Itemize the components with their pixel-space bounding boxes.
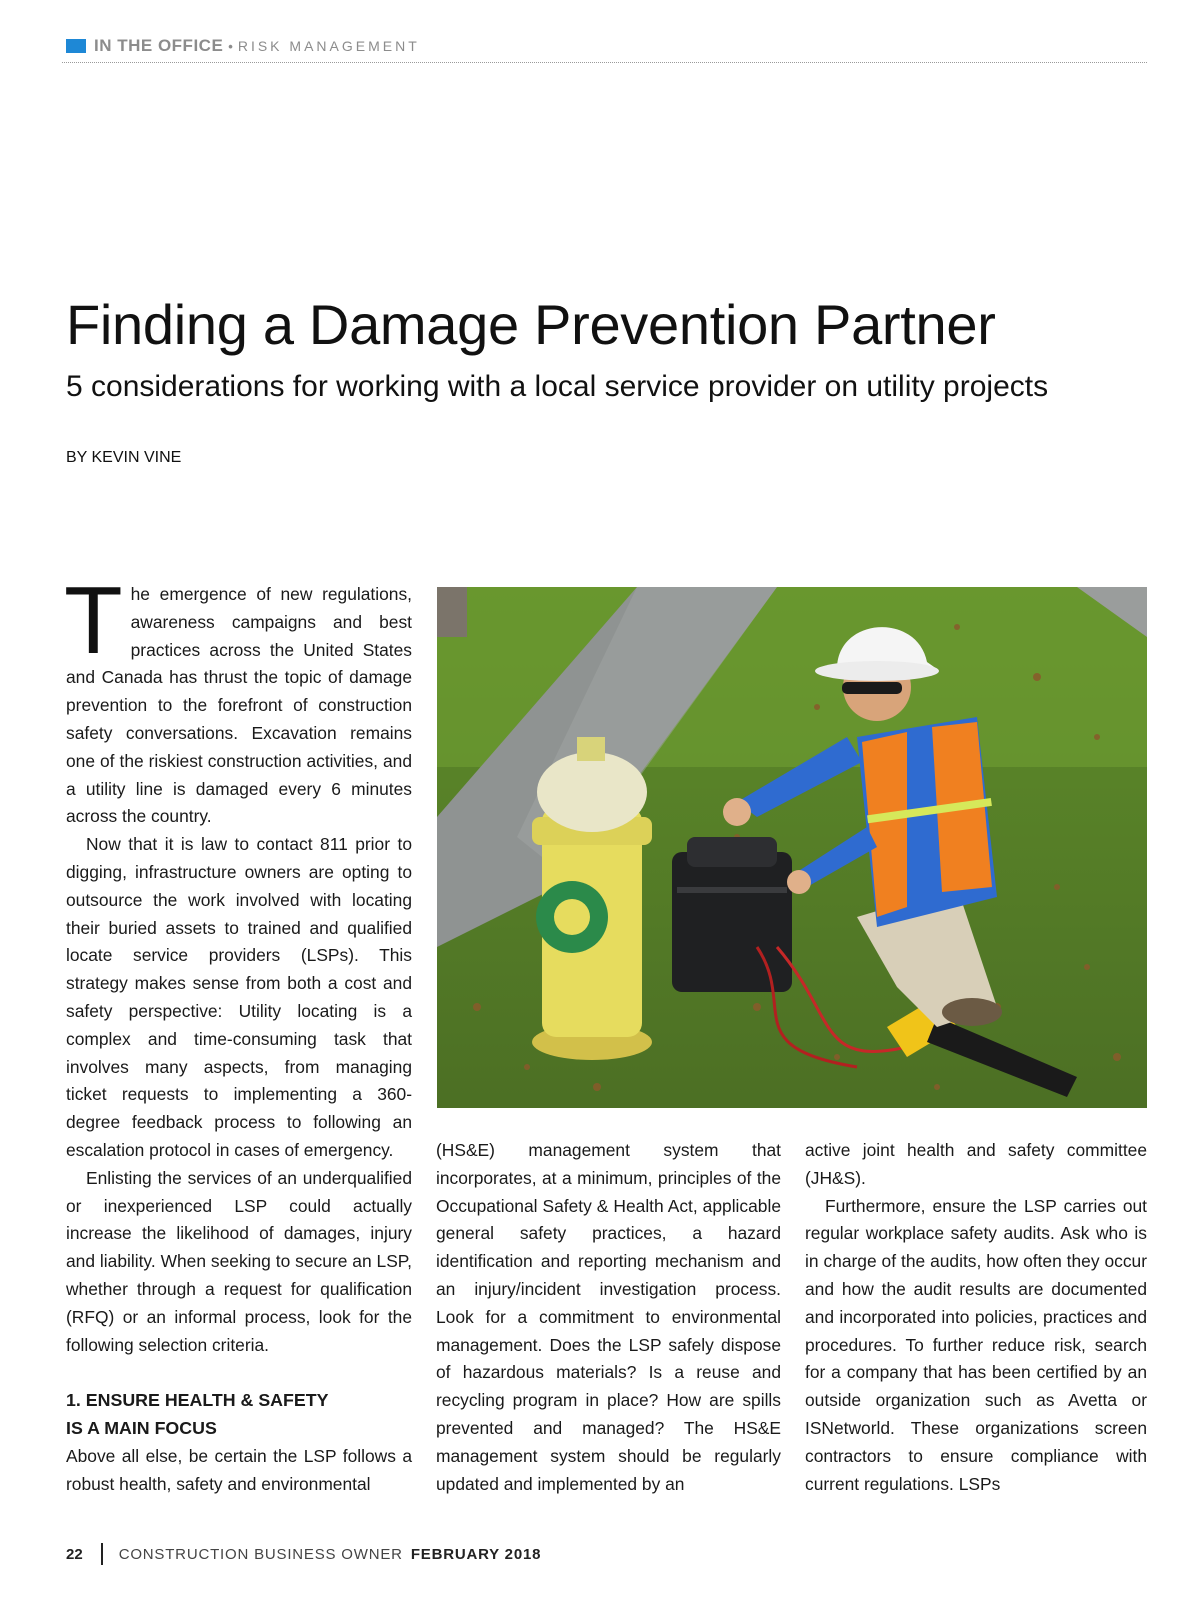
paragraph: Above all else, be certain the LSP follows a robust health, safety and environmental <box>66 1445 412 1494</box>
body-column-2 <box>436 1137 781 1498</box>
paragraph: (HS&E) management system that incorporates, at a minimum, principles of the Occupational Safety & Health Act, applicable general safety practices, a hazard identification and reporting mechanism and an injury/incident investigation process. Look for a commitment to environmental management. Does the LSP safely dispose of hazardous materials? Is a reuse and recycling program in place? How are spills prevented and managed? The HS&E management system should be regularly updated and implemented by an <box>436 1140 781 1494</box>
utility-locator-photo <box>437 587 1147 1108</box>
section-marker <box>66 39 86 53</box>
body-column-1 <box>64 567 412 1498</box>
paragraph: Furthermore, ensure the LSP carries out regular workplace safety audits. Ask who is in charge of the audits, how often they occur and how the audit results are documented and incorporated into policies, practices and procedures. To further reduce risk, search for a company that has been certified by an outside organization such as Avetta or ISNetworld. These organizations screen contractors to ensure compliance with current regulations. LSPs <box>805 1195 1147 1494</box>
intro-text: he emergence of new regulations, awareness campaigns and best practices across the United States and Canada has thrust the topic of damage prevention to the forefront of construction safety conversations. Excavation remains one of the riskiest construction activities, and a utility line is damaged every 6 minutes across the country. <box>66 584 412 827</box>
paragraph: Enlisting the services of an underqualified or inexperienced LSP could actually increase the likelihood of damages, injury and liability. When seeking to secure an LSP, whether through a request for qualification (RFQ) or an informal process, look for the following selection criteria. <box>66 1167 412 1355</box>
article-subtitle: 5 considerations for working with a local service provider on utility projects <box>66 370 1049 403</box>
article-title: Finding a Damage Prevention Partner <box>66 293 996 356</box>
issue-date: FEBRUARY 2018 <box>410 1545 542 1563</box>
body-column-3 <box>805 1137 1147 1498</box>
section-heading: 1. ENSURE HEALTH & SAFETY IS A MAIN FOCUS <box>66 1390 329 1438</box>
byline: BY KEVIN VINE <box>66 449 182 466</box>
section-label: IN THE OFFICE <box>94 36 224 55</box>
drop-cap: T <box>64 567 123 674</box>
paragraph-intro <box>64 567 412 831</box>
section-header <box>66 37 420 55</box>
header-rule <box>62 62 1147 63</box>
page-footer <box>66 1543 541 1565</box>
publication-name: CONSTRUCTION BUSINESS OWNER <box>118 1545 403 1563</box>
fire-hydrant <box>532 737 652 1060</box>
locator-case <box>672 837 792 992</box>
section-separator: • <box>228 38 233 54</box>
subsection-label: RISK MANAGEMENT <box>237 38 420 54</box>
article-photo <box>437 587 1147 1108</box>
page-number: 22 <box>66 1545 83 1563</box>
paragraph: Now that it is law to contact 811 prior to digging, infrastructure owners are opting to outsource the work involved with locating their buried assets to trained and qualified locate service providers (LSPs). This strategy makes sense from both a cost and safety perspective: Utility locating is a complex and time-consuming task that involves many aspects, from managing ticket requests to implementing a 360-degree feedback process to following an escalation protocol in cases of emergency. <box>66 834 412 1160</box>
paragraph: active joint health and safety committee (JH&S). <box>805 1140 1147 1188</box>
footer-divider <box>101 1543 103 1565</box>
